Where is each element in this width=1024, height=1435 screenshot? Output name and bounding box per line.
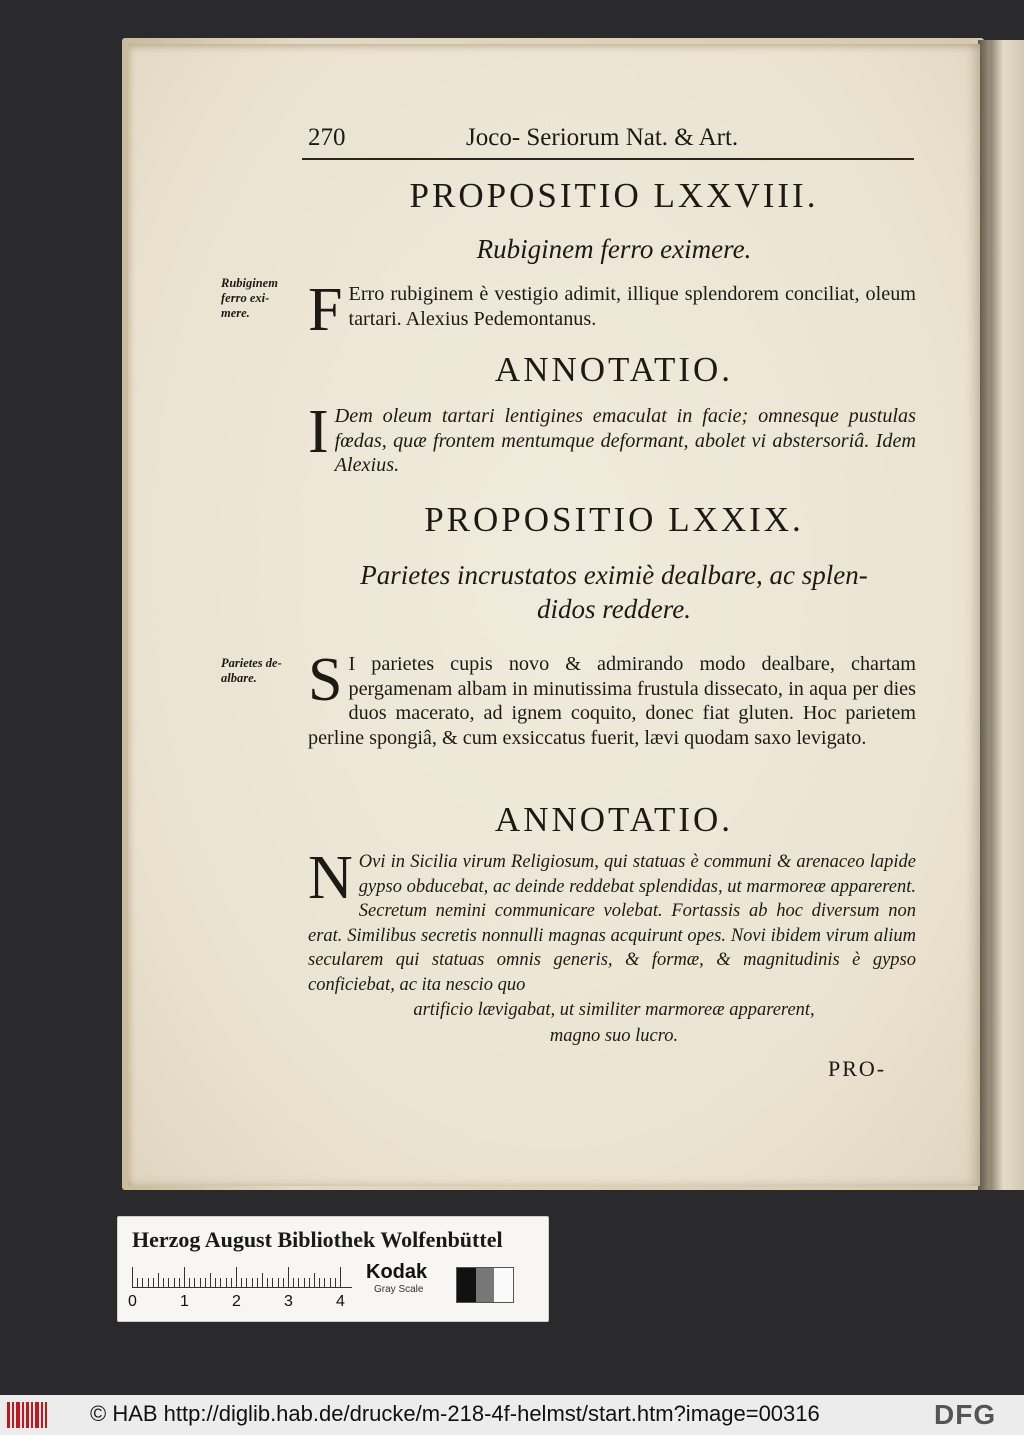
- margin-note-78: Rubiginem ferro exi- mere.: [221, 276, 278, 320]
- scale-number: 1: [180, 1293, 189, 1310]
- ruler-tick: [226, 1278, 227, 1287]
- proposition-text-79: S I parietes cupis novo & admirando modo dealbare, chartam pergamenam albam in minutissima frustula dissecato, in aqua per dies duos macerato, ad ignem coquito, donec fiat gluten. Hoc parietem perline spongiâ, & cum exsiccatus fuerit, lævi quodam saxo levigato.: [308, 646, 916, 749]
- ruler-tick: [298, 1278, 299, 1287]
- ruler-tick: [246, 1278, 247, 1287]
- ruler-tick: [142, 1278, 143, 1287]
- proposition-title-78: Rubiginem ferro eximere.: [476, 234, 752, 264]
- ruler-tick: [220, 1278, 221, 1287]
- annotation-last-line1: artificio lævigabat, ut similiter marmoreæ apparerent,: [413, 1000, 815, 1020]
- ruler-tick: [340, 1267, 341, 1287]
- page-header: [308, 124, 908, 156]
- catchword: PRO-: [828, 1056, 887, 1081]
- scale-number: 4: [336, 1293, 345, 1310]
- ruler-tick: [200, 1278, 201, 1287]
- ruler-scale: [132, 1265, 352, 1288]
- annotation-last-line2: magno suo lucro.: [549, 1026, 679, 1046]
- dropcap: N: [308, 844, 353, 912]
- proposition-heading-79: PROPOSITIO LXXIX.: [424, 500, 804, 539]
- ruler-tick: [314, 1273, 315, 1287]
- ruler-tick: [319, 1278, 320, 1287]
- proposition-heading-78: PROPOSITIO LXXVIII.: [409, 176, 819, 215]
- annotation-heading-78: ANNOTATIO.: [494, 350, 734, 389]
- barcode-icon: [6, 1400, 48, 1430]
- scale-number: 2: [232, 1293, 241, 1310]
- ruler-tick: [132, 1267, 133, 1287]
- annotation-heading-79: ANNOTATIO.: [494, 800, 734, 839]
- ruler-tick: [267, 1278, 268, 1287]
- copyright-url: © HAB http://diglib.hab.de/drucke/m-218-4f-helmst/start.htm?image=00316: [90, 1401, 820, 1426]
- proposition-title-79-line1: Parietes incrustatos eximiè dealbare, ac splen-: [360, 560, 868, 590]
- ruler-tick: [153, 1278, 154, 1287]
- ruler-tick: [137, 1278, 138, 1287]
- ruler-tick: [324, 1278, 325, 1287]
- ruler-tick: [148, 1278, 149, 1287]
- ruler-tick: [184, 1267, 185, 1287]
- ruler-tick: [215, 1278, 216, 1287]
- ruler-tick: [168, 1278, 169, 1287]
- dropcap: F: [308, 276, 343, 344]
- ruler-tick: [241, 1278, 242, 1287]
- dfg-logo: DFG: [934, 1399, 997, 1430]
- ruler-tick: [210, 1273, 211, 1287]
- ruler-tick: [262, 1273, 263, 1287]
- proposition-text-78: F Erro rubiginem è vestigio adimit, illique splendorem conciliat, oleum tartari. Alexius Pedemontanus.: [308, 276, 916, 344]
- library-name: Herzog August Bibliothek Wolfenbüttel: [132, 1227, 503, 1252]
- ruler-tick: [288, 1267, 289, 1287]
- ruler-tick: [335, 1278, 336, 1287]
- ruler-tick: [330, 1278, 331, 1287]
- ruler-tick: [257, 1278, 258, 1287]
- color-calibration-card: [117, 1216, 549, 1322]
- scale-number: 0: [128, 1293, 137, 1310]
- footer-bar: [0, 1395, 1024, 1435]
- header-rule: [302, 158, 914, 160]
- gray-scale-label: Gray Scale: [374, 1284, 424, 1295]
- ruler-tick: [293, 1278, 294, 1287]
- running-head: Joco- Seriorum Nat. & Art.: [466, 124, 739, 151]
- ruler-tick: [158, 1273, 159, 1287]
- ruler-tick: [179, 1278, 180, 1287]
- ruler-tick: [163, 1278, 164, 1287]
- ruler-tick: [189, 1278, 190, 1287]
- ruler-tick: [174, 1278, 175, 1287]
- facing-page-edge: [990, 40, 1024, 1190]
- ruler-tick: [304, 1278, 305, 1287]
- ruler-tick: [231, 1278, 232, 1287]
- annotation-text-78: I Dem oleum tartari lentigines emaculat in facie; omnesque pustulas fœdas, quæ frontem mentumque deformant, abolet vi abstersoriâ. Idem Alexius.: [308, 398, 916, 476]
- dropcap: I: [308, 398, 329, 466]
- margin-note-79: Parietes de- albare.: [221, 656, 282, 685]
- proposition-title-79-line2: didos reddere.: [537, 594, 691, 624]
- page-number: 270: [308, 124, 346, 151]
- ruler-tick: [278, 1278, 279, 1287]
- annotation-text-79: N Ovi in Sicilia virum Religiosum, qui statuas è communi & arenaceo lapide gypso obducebat, ac deinde reddebat splendidas, ut marmoreæ apparerent. Secretum nemini communicare volebat. Fortassis ab hoc diversum non erat. Similibus secretis nonnulli magnas acquirunt opes. Novi ibidem virum alium secularem qui statuas omnis generis, & formæ, & magnitudinis è gypso conficiebat, ac ita nescio quo: [308, 844, 916, 995]
- gray-swatches: [456, 1267, 514, 1303]
- scale-number: 3: [284, 1293, 293, 1310]
- book-page: [128, 44, 980, 1186]
- ruler-tick: [236, 1267, 237, 1287]
- ruler-tick: [283, 1278, 284, 1287]
- ruler-tick: [194, 1278, 195, 1287]
- ruler-tick: [252, 1278, 253, 1287]
- ruler-tick: [309, 1278, 310, 1287]
- ruler-tick: [272, 1278, 273, 1287]
- dropcap: S: [308, 646, 343, 714]
- ruler-tick: [205, 1278, 206, 1287]
- kodak-logo: Kodak: [366, 1261, 428, 1283]
